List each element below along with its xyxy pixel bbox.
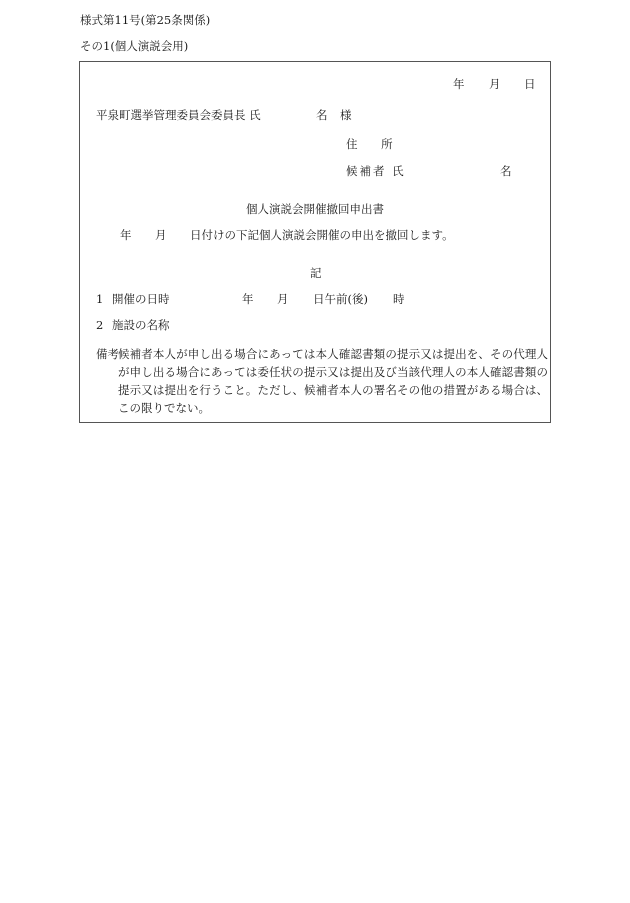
note-text: 候補者本人が申し出る場合にあっては本人確認書類の提示又は提出を、その代理人が申し出る場合にあっては委任状の提示又は提出及び当該代理人の本人確認書類の提示又は提出を行うこと。ただし、候補者本人の署名その他の措置がある場合は、この限りでない。 xyxy=(118,347,548,415)
candidate-name-char: 名 xyxy=(500,164,512,178)
note-label: 備考 xyxy=(96,347,119,361)
item-1-year: 年 xyxy=(242,292,254,306)
candidate-label: 候補者 氏 xyxy=(346,164,406,178)
addressee-name-char: 名 xyxy=(316,108,328,122)
item-1-day-ampm: 日午前(後) xyxy=(313,292,368,306)
date-month: 月 xyxy=(489,77,501,91)
date-day: 日 xyxy=(524,77,536,91)
item-2-num: 2 xyxy=(96,318,104,332)
addressee-prefix: 平泉町選挙管理委員会委員長 氏 xyxy=(96,108,261,122)
item-1-label: 開催の日時 xyxy=(112,292,170,306)
item-1-hour: 時 xyxy=(393,292,405,306)
document-title: 個人演説会開催撤回申出書 xyxy=(246,202,384,216)
item-1-num: 1 xyxy=(96,292,104,306)
addressee-honorific: 様 xyxy=(340,108,352,122)
address-label: 住 所 xyxy=(346,137,403,151)
item-2-label: 施設の名称 xyxy=(112,318,170,332)
body-text: 日付けの下記個人演説会開催の申出を撤回します。 xyxy=(190,228,454,242)
item-1-month: 月 xyxy=(277,292,289,306)
body-month: 月 xyxy=(155,228,167,242)
form-number: 様式第11号(第25条関係) xyxy=(80,13,211,27)
form-variant: その1(個人演説会用) xyxy=(80,39,189,53)
ki-heading: 記 xyxy=(310,266,322,280)
date-year: 年 xyxy=(453,77,465,91)
body-year: 年 xyxy=(120,228,132,242)
